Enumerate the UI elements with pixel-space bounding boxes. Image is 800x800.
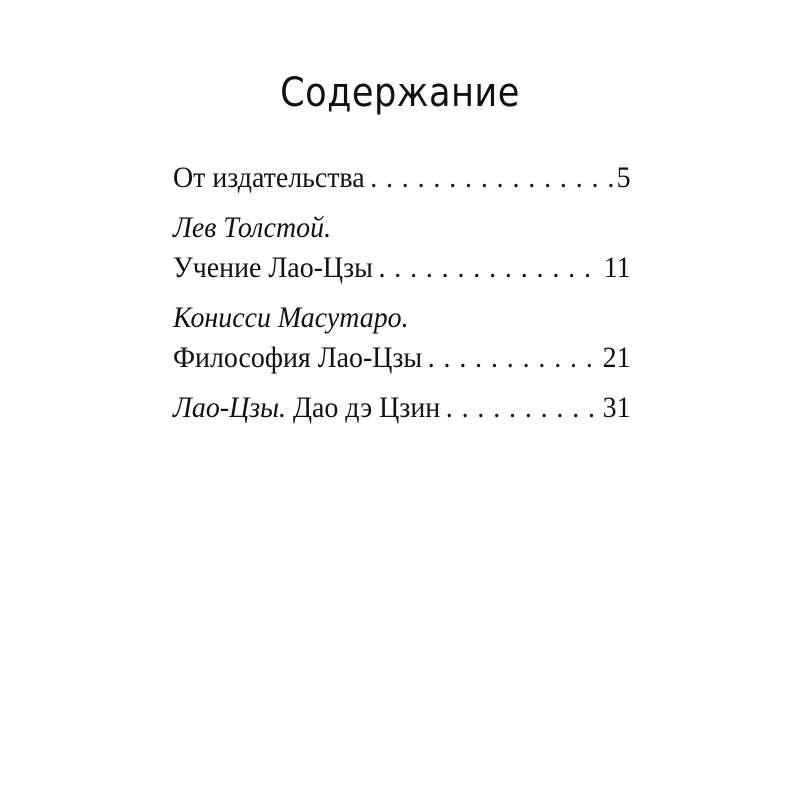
dot-leader: [370, 158, 615, 198]
toc-entry-title: [173, 388, 440, 428]
page-title: Содержание: [280, 70, 520, 116]
toc-entry: [173, 208, 631, 288]
toc-entry: [173, 388, 631, 428]
toc-entry-title-text: Дао дэ Цзин: [292, 391, 441, 424]
toc-line: [173, 388, 631, 428]
toc-entry-author: Конисси Масутаро.: [173, 301, 409, 334]
toc-page-number: 5: [616, 161, 631, 194]
dot-leader: [378, 248, 601, 288]
toc-page-number: 21: [602, 341, 631, 374]
toc-entry-title: Учение Лао-Цзы: [173, 251, 373, 284]
toc-entry-title: Философия Лао-Цзы: [173, 341, 423, 374]
toc-line: [173, 338, 631, 378]
toc-line: [173, 248, 631, 288]
toc-entry: [173, 158, 631, 198]
table-of-contents: [173, 158, 631, 438]
toc-entry-author: Лев Толстой.: [173, 211, 332, 244]
toc-page-number: 31: [602, 391, 631, 424]
dot-leader: [428, 338, 601, 378]
toc-entry-title: От издательства: [173, 161, 365, 194]
dot-leader: [446, 388, 601, 428]
toc-page-number: 11: [603, 251, 631, 284]
toc-entry-author: Лао-Цзы.: [173, 391, 286, 424]
toc-line: [173, 158, 631, 198]
toc-entry: [173, 298, 631, 378]
